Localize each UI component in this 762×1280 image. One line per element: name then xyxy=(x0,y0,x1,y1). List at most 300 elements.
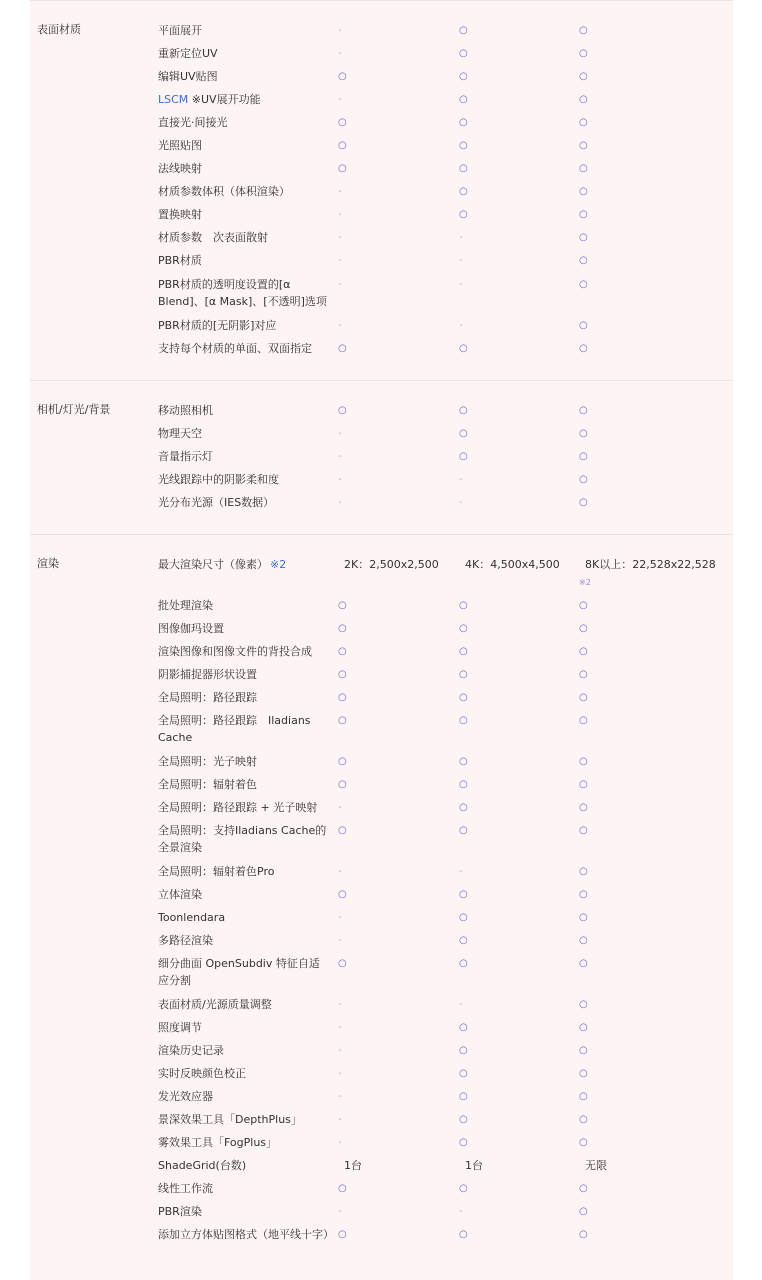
value-text: ○ xyxy=(338,779,347,790)
value-text: ○ xyxy=(338,1183,347,1194)
supported-mark xyxy=(338,712,347,729)
value-text: ○ xyxy=(459,889,468,900)
supported-mark xyxy=(579,68,719,85)
value-text: ○ xyxy=(459,958,468,969)
feature-text: 表面材质/光源质量调整 xyxy=(158,998,272,1011)
supported-mark xyxy=(579,229,719,246)
value-text: ○ xyxy=(579,1183,588,1194)
supported-mark xyxy=(338,643,347,660)
feature-text: 最大渲染尺寸（像素） xyxy=(158,558,268,571)
feature-text: PBR渲染 xyxy=(158,1205,202,1218)
value-text: ○ xyxy=(459,48,468,59)
supported-mark xyxy=(459,909,468,926)
supported-mark xyxy=(459,1134,468,1151)
supported-mark xyxy=(459,340,468,357)
value-text: ○ xyxy=(579,1114,588,1125)
value-text: ○ xyxy=(579,405,588,416)
section xyxy=(30,380,733,534)
feature-name xyxy=(158,276,330,310)
value-text: 4K：4,500x4,500 xyxy=(465,558,560,571)
value-text: ○ xyxy=(579,1137,588,1148)
supported-mark xyxy=(338,822,347,839)
supported-mark xyxy=(338,1226,347,1243)
value-text: - xyxy=(338,474,342,485)
feature-text: 渲染图像和图像文件的背投合成 xyxy=(158,645,312,658)
value-text: - xyxy=(459,232,463,243)
supported-mark xyxy=(338,340,347,357)
value-text: ○ xyxy=(459,428,468,439)
value-text: ○ xyxy=(459,1022,468,1033)
value-text: - xyxy=(338,320,342,331)
value-text: 8K以上：22,528x22,528 xyxy=(585,558,716,571)
unsupported-mark xyxy=(338,1019,342,1036)
supported-mark xyxy=(459,822,468,839)
value-text: - xyxy=(338,1022,342,1033)
supported-mark xyxy=(579,909,719,926)
unsupported-mark xyxy=(338,252,342,269)
value-text: ○ xyxy=(338,117,347,128)
value-text: ○ xyxy=(459,1229,468,1240)
value-text: ○ xyxy=(579,866,588,877)
feature-text: PBR材质的[无阴影]对应 xyxy=(158,319,277,332)
unsupported-mark xyxy=(338,1111,342,1128)
value-text: ○ xyxy=(579,935,588,946)
value-text: ○ xyxy=(459,669,468,680)
feature-text: PBR材质的透明度设置的[α Blend]、[α Mask]、[不透明]选项 xyxy=(158,278,327,308)
value-text: ○ xyxy=(459,646,468,657)
supported-mark xyxy=(579,620,719,637)
value-text: ○ xyxy=(459,94,468,105)
unsupported-mark xyxy=(459,1203,463,1220)
supported-mark xyxy=(459,1088,468,1105)
value-text: ○ xyxy=(459,1068,468,1079)
feature-text: 阴影捕捉器形状设置 xyxy=(158,668,257,681)
feature-name xyxy=(158,137,330,154)
value-text: ○ xyxy=(579,1045,588,1056)
feature-text: 渲染历史记录 xyxy=(158,1044,224,1057)
supported-mark xyxy=(338,160,347,177)
feature-text: 添加立方体贴图格式（地平线十字） xyxy=(158,1228,334,1241)
value-text: ○ xyxy=(338,1229,347,1240)
supported-mark xyxy=(579,494,719,511)
supported-mark xyxy=(579,643,719,660)
feature-text: ※UV展开功能 xyxy=(188,93,261,106)
value-text: ○ xyxy=(338,600,347,611)
supported-mark xyxy=(579,206,719,223)
supported-mark xyxy=(459,753,468,770)
supported-mark xyxy=(459,160,468,177)
feature-text: 照度调节 xyxy=(158,1021,202,1034)
value-text: ○ xyxy=(579,715,588,726)
supported-mark xyxy=(579,160,719,177)
supported-mark xyxy=(338,137,347,154)
value-text: ○ xyxy=(579,669,588,680)
value-text: ○ xyxy=(338,958,347,969)
value-text: ○ xyxy=(338,825,347,836)
feature-name xyxy=(158,1019,330,1036)
value-text: ○ xyxy=(338,405,347,416)
value-text: ○ xyxy=(459,117,468,128)
supported-mark xyxy=(579,932,719,949)
supported-mark xyxy=(338,68,347,85)
feature-name xyxy=(158,886,330,903)
feature-text: 直接光·间接光 xyxy=(158,116,228,129)
value-text: ○ xyxy=(338,71,347,82)
value-text: ○ xyxy=(459,715,468,726)
value-text: ○ xyxy=(579,1229,588,1240)
supported-mark xyxy=(459,643,468,660)
feature-name xyxy=(158,45,330,62)
supported-mark xyxy=(459,1111,468,1128)
unsupported-mark xyxy=(338,1065,342,1082)
feature-name xyxy=(158,494,330,511)
supported-mark xyxy=(579,1203,719,1220)
feature-text: 全局照明：路径跟踪 Iladians Cache xyxy=(158,714,311,744)
section-divider xyxy=(30,0,733,1)
feature-name xyxy=(158,471,330,488)
supported-mark xyxy=(579,1226,719,1243)
feature-text: 全局照明：辐射着色 xyxy=(158,778,257,791)
value-text: ○ xyxy=(459,692,468,703)
feature-text: 实时反映颜色校正 xyxy=(158,1067,246,1080)
value-text: - xyxy=(459,999,463,1010)
supported-mark xyxy=(579,402,719,419)
feature-comparison-table xyxy=(30,0,733,1280)
value-text: ○ xyxy=(579,320,588,331)
value-text: ○ xyxy=(579,140,588,151)
value-text: ○ xyxy=(338,140,347,151)
unsupported-mark xyxy=(459,996,463,1013)
value-text: ○ xyxy=(338,756,347,767)
value-text: ○ xyxy=(579,958,588,969)
value-text: ○ xyxy=(338,646,347,657)
value-text: ○ xyxy=(459,140,468,151)
supported-mark xyxy=(579,1111,719,1128)
value-text: ○ xyxy=(459,623,468,634)
unsupported-mark xyxy=(338,863,342,880)
category-label: 渲染 xyxy=(37,557,59,570)
feature-text: 全局照明：辐射着色Pro xyxy=(158,865,275,878)
unsupported-mark xyxy=(338,932,342,949)
feature-name xyxy=(158,1157,330,1174)
value-text: ○ xyxy=(459,343,468,354)
feature-text: 线性工作流 xyxy=(158,1182,213,1195)
unsupported-mark xyxy=(459,276,463,293)
value-text: ○ xyxy=(579,600,588,611)
section-divider xyxy=(30,380,733,381)
value-text: - xyxy=(338,48,342,59)
value-text: - xyxy=(338,1091,342,1102)
feature-name xyxy=(158,1203,330,1220)
supported-mark xyxy=(579,753,719,770)
value-text: ○ xyxy=(579,825,588,836)
supported-mark xyxy=(579,137,719,154)
supported-mark xyxy=(579,689,719,706)
supported-mark xyxy=(459,183,468,200)
feature-text: 平面展开 xyxy=(158,24,202,37)
value-text: ○ xyxy=(579,802,588,813)
feature-text: 光照贴图 xyxy=(158,139,202,152)
value-text: ○ xyxy=(579,94,588,105)
unsupported-mark xyxy=(459,494,463,511)
supported-mark xyxy=(579,822,719,839)
feature-text: 物理天空 xyxy=(158,427,202,440)
value-text: ○ xyxy=(579,186,588,197)
value-text: ○ xyxy=(459,25,468,36)
supported-mark xyxy=(338,753,347,770)
value-text: - xyxy=(338,999,342,1010)
unsupported-mark xyxy=(338,1042,342,1059)
value-text: ○ xyxy=(579,756,588,767)
supported-mark xyxy=(459,799,468,816)
value-text: ○ xyxy=(579,623,588,634)
value-text: ○ xyxy=(459,779,468,790)
value-text: ○ xyxy=(459,756,468,767)
supported-mark xyxy=(459,776,468,793)
supported-mark xyxy=(579,996,719,1013)
value-text: - xyxy=(459,320,463,331)
feature-name xyxy=(158,620,330,637)
value-text: - xyxy=(459,497,463,508)
feature-name xyxy=(158,932,330,949)
unsupported-mark xyxy=(338,276,342,293)
supported-mark xyxy=(579,252,719,269)
value-text: ○ xyxy=(459,405,468,416)
value-cell xyxy=(579,556,719,591)
value-text: ○ xyxy=(338,889,347,900)
feature-text: 细分曲面 OpenSubdiv 特征自适应分割 xyxy=(158,957,320,987)
unsupported-mark xyxy=(459,863,463,880)
value-text: ○ xyxy=(459,71,468,82)
value-text: - xyxy=(459,255,463,266)
value-text: ○ xyxy=(459,1137,468,1148)
feature-name xyxy=(158,183,330,200)
supported-mark xyxy=(579,1042,719,1059)
supported-mark xyxy=(459,689,468,706)
value-text: ○ xyxy=(579,889,588,900)
supported-mark xyxy=(579,597,719,614)
value-text: ○ xyxy=(579,912,588,923)
feature-text: 编辑UV贴图 xyxy=(158,70,218,83)
supported-mark xyxy=(459,932,468,949)
feature-name xyxy=(158,317,330,334)
feature-name xyxy=(158,712,330,746)
value-text: ○ xyxy=(579,232,588,243)
supported-mark xyxy=(459,666,468,683)
feature-name xyxy=(158,22,330,39)
supported-mark xyxy=(338,402,347,419)
feature-name xyxy=(158,1042,330,1059)
value-text: ○ xyxy=(459,186,468,197)
supported-mark xyxy=(579,114,719,131)
value-text: ○ xyxy=(579,428,588,439)
value-text: - xyxy=(338,912,342,923)
value-cell xyxy=(465,1157,483,1174)
supported-mark xyxy=(459,91,468,108)
unsupported-mark xyxy=(338,909,342,926)
value-text: ○ xyxy=(459,600,468,611)
value-text: ○ xyxy=(579,1091,588,1102)
value-text: ○ xyxy=(579,279,588,290)
feature-text: 音量指示灯 xyxy=(158,450,213,463)
unsupported-mark xyxy=(459,471,463,488)
supported-mark xyxy=(459,448,468,465)
feature-text: 光线跟踪中的阴影柔和度 xyxy=(158,473,279,486)
unsupported-mark xyxy=(459,252,463,269)
unsupported-mark xyxy=(338,183,342,200)
value-text: - xyxy=(459,474,463,485)
feature-text: 光分布光源（IES数据） xyxy=(158,496,275,509)
supported-mark xyxy=(579,183,719,200)
value-text: - xyxy=(338,802,342,813)
value-cell xyxy=(344,556,439,573)
feature-text: 移动照相机 xyxy=(158,404,213,417)
value-text: ○ xyxy=(579,646,588,657)
value-text: 1台 xyxy=(465,1159,483,1172)
supported-mark xyxy=(459,1065,468,1082)
section xyxy=(30,0,733,380)
feature-name xyxy=(158,799,330,816)
supported-mark xyxy=(338,886,347,903)
category-label: 表面材质 xyxy=(37,23,81,36)
unsupported-mark xyxy=(459,229,463,246)
supported-mark xyxy=(338,114,347,131)
value-text: ○ xyxy=(459,935,468,946)
feature-name xyxy=(158,425,330,442)
feature-name xyxy=(158,955,330,989)
value-cell xyxy=(465,556,560,573)
supported-mark xyxy=(338,955,347,972)
feature-text: Toonlendara xyxy=(158,911,226,924)
value-text: - xyxy=(338,209,342,220)
value-text: - xyxy=(459,866,463,877)
footnote-ref[interactable]: ※2 xyxy=(270,558,287,571)
supported-mark xyxy=(579,666,719,683)
category-label: 相机/灯光/背景 xyxy=(37,403,111,416)
supported-mark xyxy=(579,886,719,903)
value-text: - xyxy=(338,497,342,508)
unsupported-mark xyxy=(338,22,342,39)
value-text: ○ xyxy=(459,1183,468,1194)
feature-link[interactable]: LSCM xyxy=(158,93,189,106)
value-text: - xyxy=(338,1206,342,1217)
feature-name xyxy=(158,448,330,465)
supported-mark xyxy=(459,1042,468,1059)
unsupported-mark xyxy=(338,996,342,1013)
supported-mark xyxy=(579,425,719,442)
value-text: ○ xyxy=(459,912,468,923)
supported-mark xyxy=(579,45,719,62)
unsupported-mark xyxy=(338,1088,342,1105)
feature-name xyxy=(158,863,330,880)
feature-name xyxy=(158,91,330,108)
unsupported-mark xyxy=(338,229,342,246)
value-text: ○ xyxy=(459,209,468,220)
section xyxy=(30,534,733,1280)
value-text: - xyxy=(338,428,342,439)
feature-name xyxy=(158,252,330,269)
supported-mark xyxy=(579,1088,719,1105)
feature-name xyxy=(158,1111,330,1128)
feature-name xyxy=(158,229,330,246)
value-text: - xyxy=(338,1068,342,1079)
supported-mark xyxy=(459,1226,468,1243)
feature-name xyxy=(158,597,330,614)
feature-name xyxy=(158,402,330,419)
supported-mark xyxy=(579,340,719,357)
supported-mark xyxy=(338,666,347,683)
feature-name xyxy=(158,68,330,85)
supported-mark xyxy=(579,317,719,334)
supported-mark xyxy=(459,712,468,729)
feature-text: 置换映射 xyxy=(158,208,202,221)
value-text: ○ xyxy=(338,163,347,174)
feature-text: PBR材质 xyxy=(158,254,202,267)
value-text: ○ xyxy=(579,71,588,82)
unsupported-mark xyxy=(338,91,342,108)
supported-mark xyxy=(579,91,719,108)
feature-name xyxy=(158,206,330,223)
supported-mark xyxy=(338,689,347,706)
value-text: - xyxy=(338,232,342,243)
feature-text: 雾效果工具「FogPlus」 xyxy=(158,1136,278,1149)
supported-mark xyxy=(459,1019,468,1036)
unsupported-mark xyxy=(338,425,342,442)
supported-mark xyxy=(459,1180,468,1197)
supported-mark xyxy=(579,1019,719,1036)
feature-text: 全局照明：支持Iladians Cache的全景渲染 xyxy=(158,824,327,854)
value-text: ○ xyxy=(459,451,468,462)
supported-mark xyxy=(459,45,468,62)
feature-name xyxy=(158,666,330,683)
footnote-ref: ※2 xyxy=(579,578,591,587)
unsupported-mark xyxy=(338,45,342,62)
feature-text: 立体渲染 xyxy=(158,888,202,901)
value-text: ○ xyxy=(579,779,588,790)
feature-name xyxy=(158,753,330,770)
value-text: ○ xyxy=(459,1114,468,1125)
value-text: - xyxy=(338,255,342,266)
value-text: ○ xyxy=(579,1022,588,1033)
value-text: - xyxy=(338,935,342,946)
value-text: - xyxy=(338,451,342,462)
value-text: 无限 xyxy=(585,1159,607,1172)
supported-mark xyxy=(459,68,468,85)
value-text: 1台 xyxy=(344,1159,362,1172)
unsupported-mark xyxy=(338,1134,342,1151)
value-text: ○ xyxy=(579,474,588,485)
value-text: ○ xyxy=(579,999,588,1010)
value-text: ○ xyxy=(579,451,588,462)
supported-mark xyxy=(459,22,468,39)
unsupported-mark xyxy=(338,494,342,511)
value-cell xyxy=(344,1157,362,1174)
feature-name xyxy=(158,556,330,573)
value-text: ○ xyxy=(579,163,588,174)
feature-name xyxy=(158,1226,334,1243)
feature-text: 法线映射 xyxy=(158,162,202,175)
feature-name xyxy=(158,996,330,1013)
feature-name xyxy=(158,114,330,131)
supported-mark xyxy=(338,776,347,793)
supported-mark xyxy=(579,1134,719,1151)
feature-name xyxy=(158,340,330,357)
value-text: - xyxy=(338,186,342,197)
supported-mark xyxy=(459,137,468,154)
unsupported-mark xyxy=(338,317,342,334)
supported-mark xyxy=(579,448,719,465)
value-text: ○ xyxy=(579,209,588,220)
